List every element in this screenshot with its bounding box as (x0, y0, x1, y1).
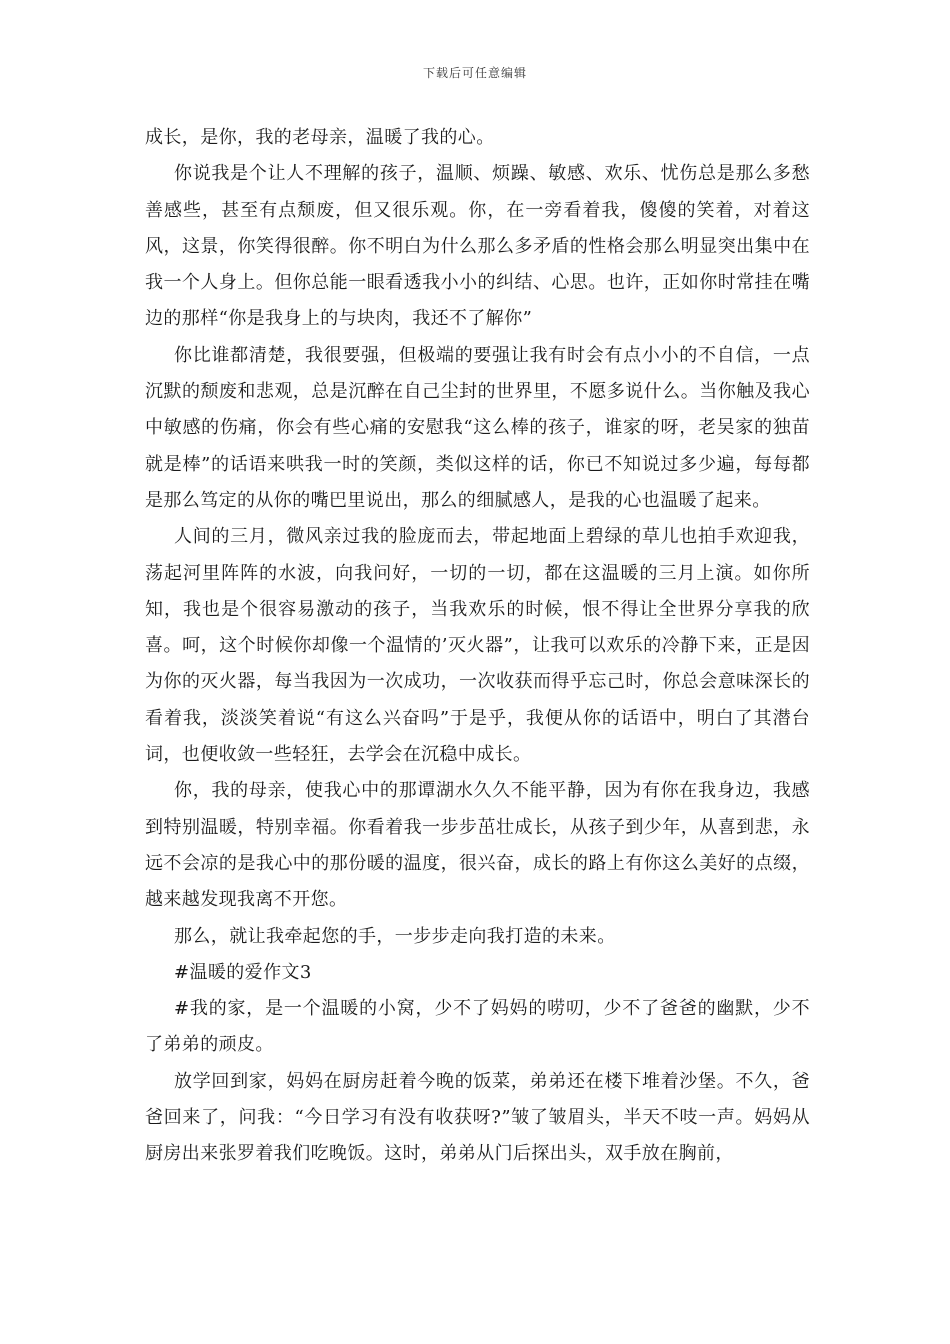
document-body (145, 120, 810, 1173)
page-header: 下载后可任意编辑 (422, 66, 527, 80)
paragraph: 成长，是你，我的老母亲，温暖了我的心。 (145, 127, 495, 148)
paragraph: 放学回到家，妈妈在厨房赶着今晚的饭菜，弟弟还在楼下堆着沙堡。不久，爸爸回来了，问我：“今日学习有没有收获呀?”皱了皱眉头，半天不吱一声。妈妈从厨房出来张罗着我们吃晚饭。这时，弟弟从门后探出头，双手放在胸前， (145, 1070, 810, 1165)
paragraph: 那么，就让我牵起您的手，一步步走向我打造的未来。 (174, 925, 616, 947)
paragraph: 你，我的母亲，使我心中的那谭湖水久久不能平静，因为有你在我身边，我感到特别温暖，特别幸福。你看着我一步步茁壮成长，从孩子到少年，从喜到悲，永远不会凉的是我心中的那份暖的温度，很兴奋，成长的路上有你这么美好的点缀，越来越发现我离不开您。 (145, 780, 810, 911)
paragraph: 你说我是个让人不理解的孩子，温顺、烦躁、敏感、欢乐、忧伤总是那么多愁善感些，甚至有点颓废，但又很乐观。你，在一旁看着我，傻傻的笑着，对着这风，这景，你笑得很醉。你不明白为什么那么多矛盾的性格会那么明显突出集中在我一个人身上。但你总能一眼看透我小小的纠结、心思。也许，正如你时常挂在嘴边的那样“你是我身上的与块肉，我还不了解你” (145, 163, 810, 330)
paragraph: 人间的三月，微风亲过我的脸庞而去，带起地面上碧绿的草儿也拍手欢迎我，荡起河里阵阵的水波，向我问好，一切的一切，都在这温暖的三月上演。如你所知，我也是个很容易激动的孩子，当我欢乐的时候，恨不得让全世界分享我的欣喜。呵，这个时候你却像一个温情的’灭火器”，让我可以欢乐的冷静下来，正是因为你的灭火器，每当我因为一次成功，一次收获而得乎忘己时，你总会意味深长的看着我，淡淡笑着说“有这么兴奋吗”于是乎，我便从你的话语中，明白了其潜台词，也便收敛一些轻狂，去学会在沉稳中成长。 (145, 526, 810, 766)
paragraph: #我的家，是一个温暖的小窝，少不了妈妈的唠叨，少不了爸爸的幽默，少不了弟弟的顽皮。 (145, 998, 810, 1056)
paragraph: 你比谁都清楚，我很要强，但极端的要强让我有时会有点小小的不自信，一点沉默的颓废和悲观，总是沉醉在自己尘封的世界里，不愿多说什么。当你触及我心中敏感的伤痛，你会有些心痛的安慰我“这么棒的孩子，谁家的呀，老吴家的独苗就是棒”的话语来哄我一时的笑颜，类似这样的话，你已不知说过多少遍，每每都是那么笃定的从你的嘴巴里说出，那么的细腻感人，是我的心也温暖了起来。 (145, 344, 810, 511)
section-heading: #温暖的爱作文3 (174, 961, 312, 983)
